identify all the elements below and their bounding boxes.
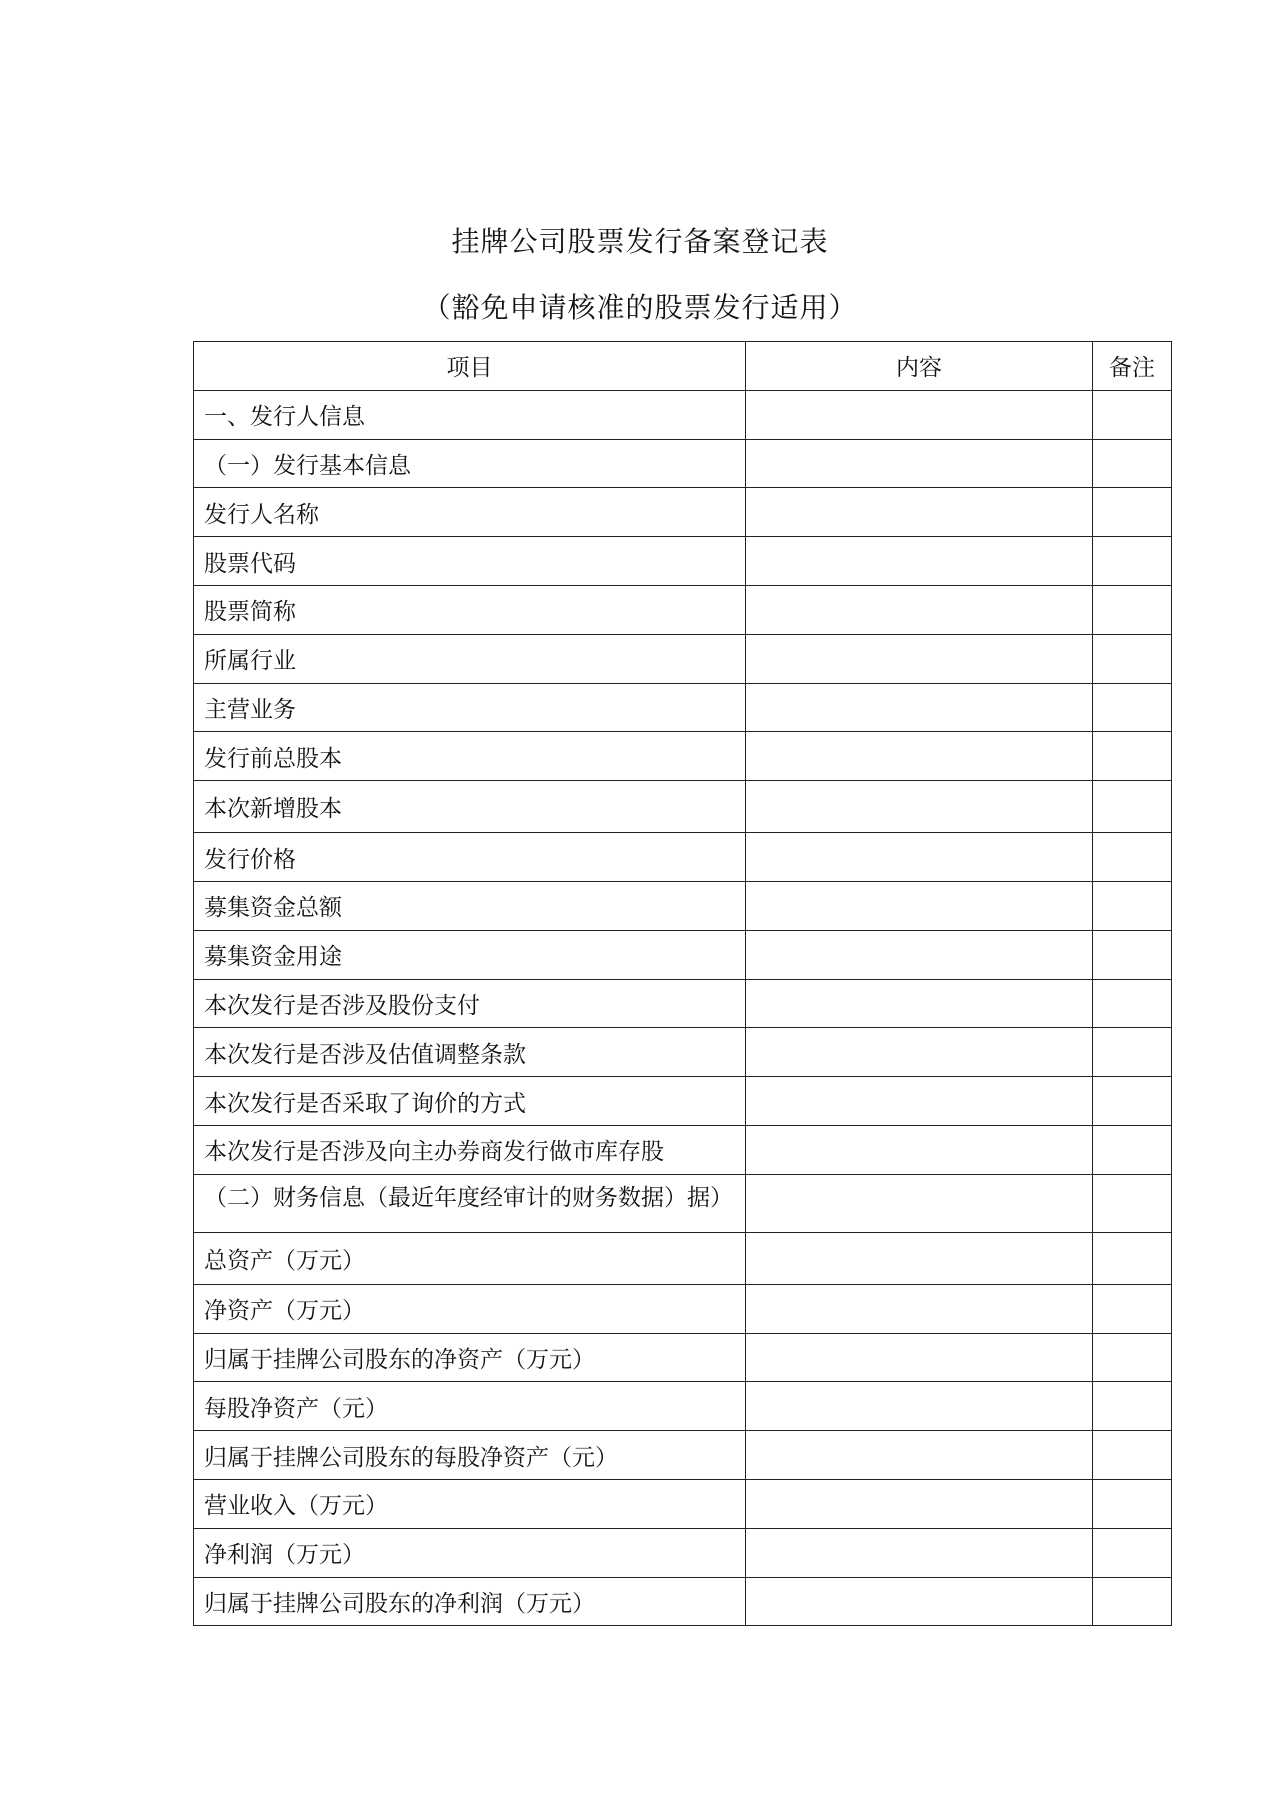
table-row bbox=[194, 732, 1172, 781]
row-content-cell[interactable] bbox=[746, 1382, 1093, 1431]
row-content-cell[interactable] bbox=[746, 979, 1093, 1028]
row-remark-cell[interactable] bbox=[1093, 979, 1172, 1028]
row-remark-cell[interactable] bbox=[1093, 732, 1172, 781]
row-item: 净资产（万元） bbox=[194, 1284, 746, 1333]
row-remark-cell[interactable] bbox=[1093, 488, 1172, 537]
row-item: 发行前总股本 bbox=[194, 732, 746, 781]
row-item: 所属行业 bbox=[194, 634, 746, 683]
row-remark-cell[interactable] bbox=[1093, 1174, 1172, 1232]
registration-table bbox=[193, 341, 1172, 1626]
row-item: 本次发行是否涉及向主办券商发行做市库存股 bbox=[194, 1125, 746, 1174]
table-row bbox=[194, 979, 1172, 1028]
row-item: 发行人名称 bbox=[194, 488, 746, 537]
table-row bbox=[194, 585, 1172, 634]
table-row bbox=[194, 781, 1172, 833]
row-item: 股票代码 bbox=[194, 537, 746, 586]
row-content-cell[interactable] bbox=[746, 1479, 1093, 1528]
row-remark-cell[interactable] bbox=[1093, 390, 1172, 439]
table-row bbox=[194, 683, 1172, 732]
row-content-cell[interactable] bbox=[746, 585, 1093, 634]
row-content-cell[interactable] bbox=[746, 537, 1093, 586]
row-content-cell[interactable] bbox=[746, 1333, 1093, 1382]
row-remark-cell[interactable] bbox=[1093, 1284, 1172, 1333]
header-remark: 备注 bbox=[1093, 342, 1172, 391]
row-remark-cell[interactable] bbox=[1093, 439, 1172, 488]
row-item: 本次发行是否涉及估值调整条款 bbox=[194, 1028, 746, 1077]
row-content-cell[interactable] bbox=[746, 390, 1093, 439]
table-row bbox=[194, 1479, 1172, 1528]
row-content-cell[interactable] bbox=[746, 1077, 1093, 1126]
table-row bbox=[194, 488, 1172, 537]
row-content-cell[interactable] bbox=[746, 781, 1093, 833]
row-content-cell[interactable] bbox=[746, 683, 1093, 732]
row-remark-cell[interactable] bbox=[1093, 585, 1172, 634]
row-content-cell[interactable] bbox=[746, 1174, 1093, 1232]
table-row bbox=[194, 1174, 1172, 1232]
row-item: 归属于挂牌公司股东的净利润（万元） bbox=[194, 1577, 746, 1626]
row-content-cell[interactable] bbox=[746, 1028, 1093, 1077]
row-item: 营业收入（万元） bbox=[194, 1479, 746, 1528]
row-item: 净利润（万元） bbox=[194, 1528, 746, 1577]
table-row bbox=[194, 1382, 1172, 1431]
table-row bbox=[194, 439, 1172, 488]
row-content-cell[interactable] bbox=[746, 732, 1093, 781]
row-item: 归属于挂牌公司股东的每股净资产（元） bbox=[194, 1431, 746, 1480]
table-row bbox=[194, 1077, 1172, 1126]
row-content-cell[interactable] bbox=[746, 1577, 1093, 1626]
row-content-cell[interactable] bbox=[746, 833, 1093, 882]
header-content: 内容 bbox=[746, 342, 1093, 391]
row-item: 主营业务 bbox=[194, 683, 746, 732]
row-item: 募集资金总额 bbox=[194, 881, 746, 930]
header-item: 项目 bbox=[194, 342, 746, 391]
row-content-cell[interactable] bbox=[746, 1125, 1093, 1174]
row-item: 发行价格 bbox=[194, 833, 746, 882]
row-content-cell[interactable] bbox=[746, 930, 1093, 979]
row-remark-cell[interactable] bbox=[1093, 537, 1172, 586]
row-item: 本次发行是否涉及股份支付 bbox=[194, 979, 746, 1028]
table-row bbox=[194, 1232, 1172, 1284]
row-remark-cell[interactable] bbox=[1093, 1577, 1172, 1626]
table-row bbox=[194, 1431, 1172, 1480]
row-remark-cell[interactable] bbox=[1093, 930, 1172, 979]
table-row bbox=[194, 1333, 1172, 1382]
row-remark-cell[interactable] bbox=[1093, 1528, 1172, 1577]
row-remark-cell[interactable] bbox=[1093, 881, 1172, 930]
row-remark-cell[interactable] bbox=[1093, 683, 1172, 732]
table-row bbox=[194, 634, 1172, 683]
table-row bbox=[194, 1528, 1172, 1577]
row-remark-cell[interactable] bbox=[1093, 634, 1172, 683]
row-content-cell[interactable] bbox=[746, 1232, 1093, 1284]
row-content-cell[interactable] bbox=[746, 881, 1093, 930]
row-remark-cell[interactable] bbox=[1093, 1077, 1172, 1126]
row-remark-cell[interactable] bbox=[1093, 1382, 1172, 1431]
row-content-cell[interactable] bbox=[746, 1431, 1093, 1480]
row-item: 本次新增股本 bbox=[194, 781, 746, 833]
row-remark-cell[interactable] bbox=[1093, 1479, 1172, 1528]
table-row bbox=[194, 930, 1172, 979]
form-title: 挂牌公司股票发行备案登记表 bbox=[451, 225, 829, 258]
row-content-cell[interactable] bbox=[746, 439, 1093, 488]
row-item: 每股净资产（元） bbox=[194, 1382, 746, 1431]
table-row bbox=[194, 881, 1172, 930]
row-item: （一）发行基本信息 bbox=[194, 439, 746, 488]
row-remark-cell[interactable] bbox=[1093, 1028, 1172, 1077]
row-content-cell[interactable] bbox=[746, 488, 1093, 537]
table-row bbox=[194, 833, 1172, 882]
row-item: 总资产（万元） bbox=[194, 1232, 746, 1284]
table-header-row bbox=[194, 342, 1172, 391]
table-row bbox=[194, 1284, 1172, 1333]
row-content-cell[interactable] bbox=[746, 1284, 1093, 1333]
row-item: 股票简称 bbox=[194, 585, 746, 634]
row-remark-cell[interactable] bbox=[1093, 833, 1172, 882]
table-row bbox=[194, 1577, 1172, 1626]
row-item: （二）财务信息（最近年度经审计的财务数据）据） bbox=[194, 1174, 746, 1232]
table-row bbox=[194, 537, 1172, 586]
row-item: 一、发行人信息 bbox=[194, 390, 746, 439]
row-remark-cell[interactable] bbox=[1093, 1125, 1172, 1174]
row-content-cell[interactable] bbox=[746, 634, 1093, 683]
row-remark-cell[interactable] bbox=[1093, 1333, 1172, 1382]
table-row bbox=[194, 1028, 1172, 1077]
table-row bbox=[194, 1125, 1172, 1174]
row-content-cell[interactable] bbox=[746, 1528, 1093, 1577]
table-row bbox=[194, 390, 1172, 439]
form-subtitle: （豁免申请核准的股票发行适用） bbox=[422, 291, 858, 324]
row-remark-cell[interactable] bbox=[1093, 1431, 1172, 1480]
row-item: 归属于挂牌公司股东的净资产（万元） bbox=[194, 1333, 746, 1382]
row-item: 募集资金用途 bbox=[194, 930, 746, 979]
row-remark-cell[interactable] bbox=[1093, 781, 1172, 833]
row-remark-cell[interactable] bbox=[1093, 1232, 1172, 1284]
row-item: 本次发行是否采取了询价的方式 bbox=[194, 1077, 746, 1126]
